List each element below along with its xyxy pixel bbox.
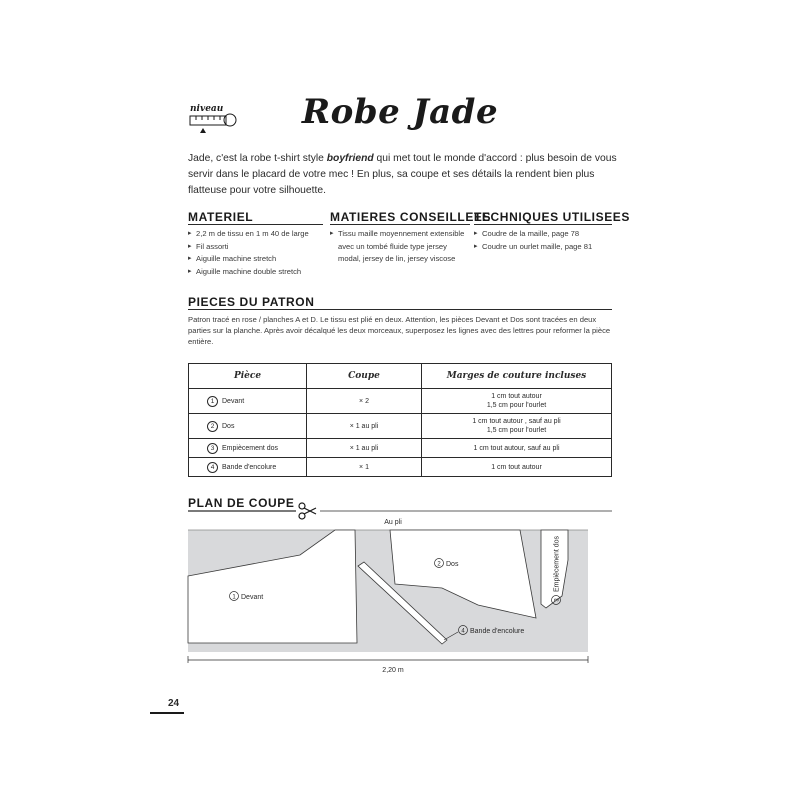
intro-text-start: Jade, c'est la robe t-shirt style [188,153,327,164]
cell-marges: 1 cm tout autour, sauf au pli [422,439,612,458]
pieces-heading: PIECES DU PATRON [188,295,315,309]
matieres-list [330,228,470,266]
pieces-rule [188,309,612,310]
cell-coupe: × 1 au pli [307,439,422,458]
cell-coupe: × 1 au pli [307,414,422,439]
list-item: ▸ Aiguille machine stretch [188,253,328,266]
piece-name: Bande d'encolure [222,463,277,471]
level-label: niveau [190,104,224,114]
cell-piece [189,458,307,477]
piece-number: 4 [207,462,218,473]
piece-number: 2 [207,421,218,432]
piece-name: Dos [222,422,235,430]
col-header-marges: Marges de couture incluses [422,364,612,389]
materiel-list [188,228,328,278]
empiecement-number: 3 [554,598,561,602]
table-row [189,439,612,458]
materiel-heading: MATERIEL [188,210,254,224]
marge-line: 1,5 cm pour l'ourlet [486,402,547,409]
marge-line: 1 cm tout autour , sauf au pli [472,418,561,425]
devant-label: Devant [241,594,264,601]
cell-marges [422,389,612,414]
cell-piece [189,439,307,458]
dos-label: Dos [446,561,459,568]
intro-text-end: qui met tout le monde d'accord : plus besoin de vous servir dans le placard de votre mec ! En plus, sa coupe et ses détails la rendent bien plus flatteuse pour votre silhouette. [188,153,617,196]
pieces-table [188,363,612,477]
page-number-rule [150,712,184,714]
cell-marges [422,414,612,439]
list-item: ▸ Coudre un ourlet maille, page 81 [474,241,614,254]
table-row [189,389,612,414]
techniques-heading: TECHNIQUES UTILISEES [474,210,631,224]
techniques-list [474,228,614,253]
piece-name: Empiècement dos [222,444,279,452]
scissors-icon [299,503,316,519]
list-item: ▸ Tissu maille moyennement extensible avec un tombé fluide type jersey modal, jersey de lin, jersey viscose [330,228,470,266]
page-number: 24 [168,698,180,709]
table-row [189,458,612,477]
intro-paragraph [188,151,618,199]
piece-name: Devant [222,397,245,405]
level-gauge-icon [188,100,240,136]
width-label: 2,20 m [382,667,404,674]
intro-emphasis: boyfriend [326,153,374,164]
col-header-piece: Pièce [189,364,307,389]
cell-coupe: × 2 [307,389,422,414]
list-item: ▸ Fil assorti [188,241,328,254]
marge-line: 1,5 cm pour l'ourlet [486,427,547,434]
piece-number: 3 [207,443,218,454]
list-item: ▸ Coudre de la maille, page 78 [474,228,614,241]
col-header-coupe: Coupe [307,364,422,389]
devant-number: 1 [232,594,236,601]
list-item: ▸ 2,2 m de tissu en 1 m 40 de large [188,228,328,241]
bande-label: Bande d'encolure [470,628,525,635]
table-row [189,414,612,439]
matieres-heading: MATIERES CONSEILLEES [330,210,492,224]
cell-piece [189,414,307,439]
marge-line: 1 cm tout autour [491,393,542,400]
cutting-layout-diagram [150,495,620,685]
list-item: ▸ Aiguille machine double stretch [188,266,328,279]
empiecement-label: Empiècement dos [553,535,561,592]
techniques-rule [474,224,612,225]
table-header-row [189,364,612,389]
page-title: Robe Jade [301,92,499,132]
level-badge [188,100,240,136]
cell-piece [189,389,307,414]
bande-number: 4 [461,628,465,635]
piece-number: 1 [207,396,218,407]
fold-label: Au pli [384,519,402,526]
cell-marges: 1 cm tout autour [422,458,612,477]
pieces-paragraph: Patron tracé en rose / planches A et D. Le tissu est plié en deux. Attention, les pièces Devant et Dos sont tracées en deux parties sur la planche. Après avoir décalqué les deux morceaux, superposez les lignes avec des lettres pour reformer la pièce entière. [188,315,611,346]
dos-number: 2 [437,561,441,568]
plan-heading: PLAN DE COUPE [188,496,295,510]
cell-coupe: × 1 [307,458,422,477]
materiel-rule [188,224,323,225]
matieres-rule [330,224,470,225]
